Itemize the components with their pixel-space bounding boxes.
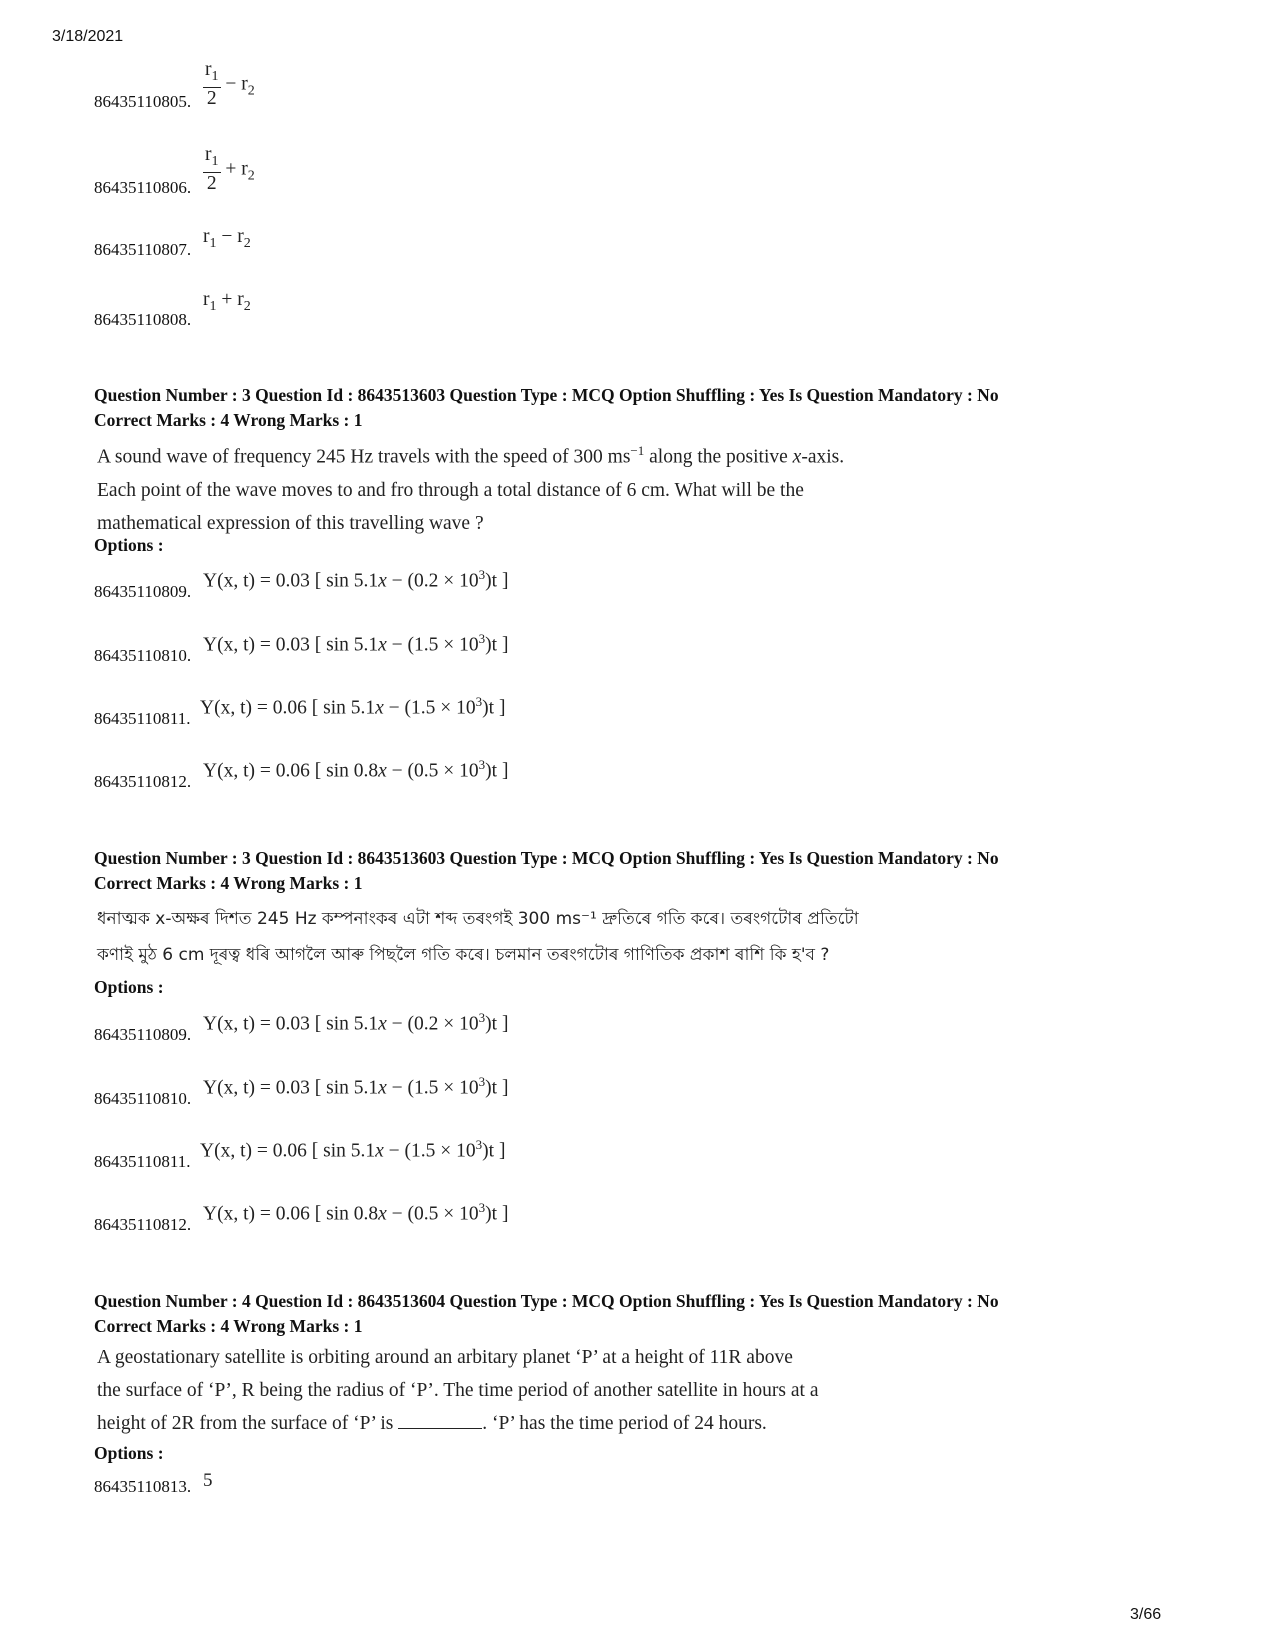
- question-meta: Question Number : 3 Question Id : 8643513603 Question Type : MCQ Option Shuffling : Yes Is Question Mandatory : No: [94, 385, 999, 405]
- question-header: [94, 383, 1194, 433]
- option-id: 86435110810.: [94, 646, 192, 665]
- option-formula: Y(x, t) = 0.06 [ $\sin 5.1x - (1.5 \times 10^3)t$ ]: [200, 694, 506, 719]
- answer-blank: [398, 1412, 482, 1429]
- print-date: 3/18/2021: [52, 28, 124, 45]
- option-formula: Y(x, t) = 0.06 [ $\sin 0.8x - (0.5 \times 10^3)t$ ]: [203, 1200, 509, 1225]
- question-text: A sound wave of frequency 245 Hz travels with the speed of 300 $ms^{-1}$ along the positive x-axis. Each point of the wave moves to and fro through a total distance of 6 cm. What will be the mathematical expression of this travelling wave ?: [97, 443, 845, 534]
- option-id: 86435110812.: [94, 1215, 192, 1234]
- option-id: 86435110810.: [94, 1089, 192, 1108]
- options-label: Options :: [94, 535, 164, 555]
- options-label: Options :: [94, 1443, 164, 1463]
- option-formula: Y(x, t) = 0.03 [ $\sin 5.1x - (1.5 \times 10^3)t$ ]: [203, 1074, 509, 1099]
- option-id: 86435110809.: [94, 1025, 192, 1044]
- page-number: 3/66: [1130, 1606, 1162, 1623]
- option-formula: $r_1 + r_2$: [203, 289, 251, 314]
- option-formula: $r_1 - r_2$: [203, 226, 251, 251]
- option-id: 86435110806.: [94, 178, 192, 197]
- option-formula: 5: [203, 1470, 213, 1491]
- question-header: [94, 846, 1194, 896]
- options-label: Options :: [94, 977, 164, 997]
- option-formula: Y(x, t) = 0.03 [ $\sin 5.1x - (0.2 \times 10^3)t$ ]: [203, 567, 509, 592]
- option-formula: Y(x, t) = 0.03 [ $\sin 5.1x - (1.5 \times 10^3)t$ ]: [203, 631, 509, 656]
- question-marks: Correct Marks : 4 Wrong Marks : 1: [94, 410, 363, 430]
- question-meta: Question Number : 4 Question Id : 8643513604 Question Type : MCQ Option Shuffling : Yes Is Question Mandatory : No: [94, 1291, 999, 1311]
- question-text: A geostationary satellite is orbiting around an arbitary planet ‘P’ at a height of 11R above the surface of ‘P’, R being the radius of ‘P’. The time period of another satellite in hours at a height of 2R from the surface of ‘P’ is . ‘P’ has the time period of 24 hours.: [97, 1347, 819, 1434]
- option-formula: $\frac{r_1}{2}$ + $r_2$: [205, 144, 255, 194]
- option-id: 86435110811.: [94, 709, 191, 728]
- question-meta: Question Number : 3 Question Id : 8643513603 Question Type : MCQ Option Shuffling : Yes Is Question Mandatory : No: [94, 848, 999, 868]
- option-id: 86435110808.: [94, 310, 192, 329]
- option-id: 86435110805.: [94, 92, 192, 111]
- option-formula: $\frac{r_1}{2}$ − $r_2$: [205, 59, 255, 109]
- question-text: ধনাত্মক x-অক্ষৰ দিশত 245 Hz কম্পনাংকৰ এটা শব্দ তৰংগই 300 ms⁻¹ দ্ৰুতিৰে গতি কৰে। তৰংগটোৰ প্ৰতিটো কণাই মুঠ 6 cm দূৰত্ব ধৰি আগলৈ আৰু পিছলৈ গতি কৰে। চলমান তৰংগটোৰ গাণিতিক প্ৰকাশ ৰাশি কি হ'ব ?: [97, 909, 859, 965]
- option-id: 86435110807.: [94, 240, 192, 259]
- question-marks: Correct Marks : 4 Wrong Marks : 1: [94, 1316, 363, 1336]
- option-formula: Y(x, t) = 0.06 [ $\sin 5.1x - (1.5 \times 10^3)t$ ]: [200, 1137, 506, 1162]
- option-id: 86435110811.: [94, 1152, 191, 1171]
- question-header: [94, 1289, 1194, 1339]
- option-id: 86435110809.: [94, 582, 192, 601]
- option-formula: Y(x, t) = 0.06 [ $\sin 0.8x - (0.5 \times 10^3)t$ ]: [203, 757, 509, 782]
- question-marks: Correct Marks : 4 Wrong Marks : 1: [94, 873, 363, 893]
- option-id: 86435110812.: [94, 772, 192, 791]
- option-formula: Y(x, t) = 0.03 [ $\sin 5.1x - (0.2 \times 10^3)t$ ]: [203, 1010, 509, 1035]
- option-id: 86435110813.: [94, 1477, 192, 1496]
